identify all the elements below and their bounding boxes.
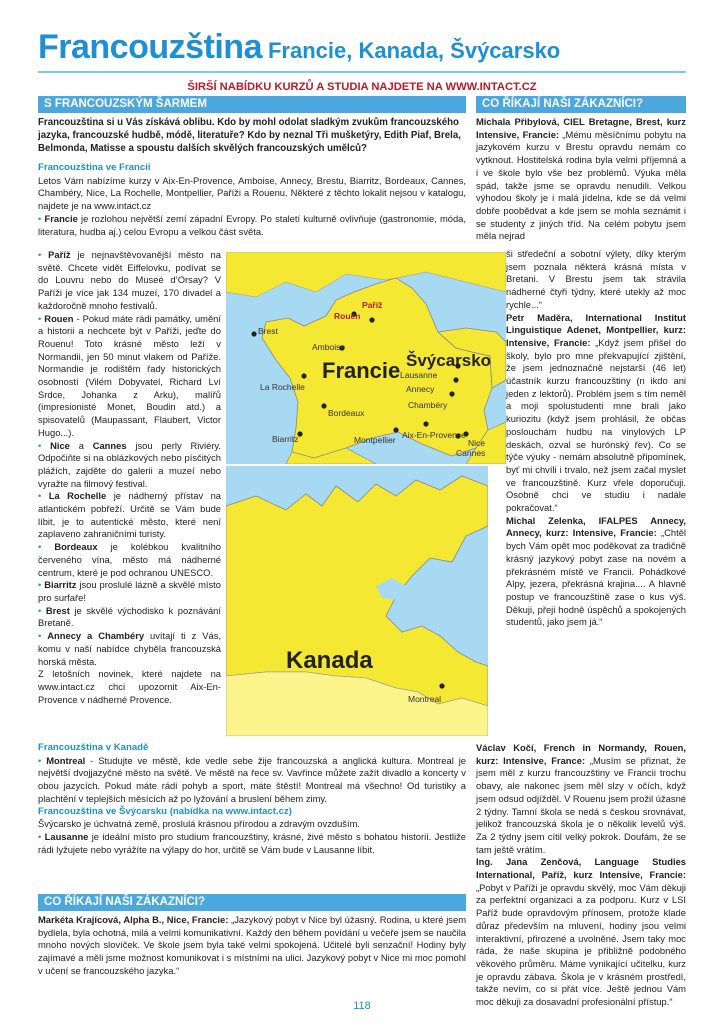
map-label-amboise: Amboise bbox=[312, 342, 346, 352]
bullet-icon: • bbox=[38, 754, 42, 766]
map-label-chambery: Chambéry bbox=[408, 400, 448, 410]
city-text: jsou proslulé lázně a skvělé místo pro surfaře! bbox=[38, 579, 221, 603]
bullet-icon: • bbox=[38, 439, 42, 451]
bullet-icon: • bbox=[38, 630, 42, 642]
canada-heading: Francouzština v Kanadě bbox=[38, 742, 149, 753]
bullet-icon: • bbox=[38, 541, 42, 553]
map-label-bordeaux: Bordeaux bbox=[328, 408, 365, 418]
testimonial-author: Markéta Krajícová, Alpha B., Nice, Francie: bbox=[38, 914, 229, 925]
testimonial-pribylova bbox=[476, 116, 686, 243]
map-label-montreal: Montreal bbox=[408, 694, 442, 704]
map-label-lausanne: Lausanne bbox=[400, 370, 438, 380]
city-name: Brest bbox=[45, 604, 70, 616]
map-label-nice: Nice bbox=[468, 438, 486, 448]
canada-text bbox=[38, 755, 466, 806]
testimonials-right-narrow bbox=[506, 248, 686, 629]
map-label-cannes: Cannes bbox=[456, 448, 486, 458]
map-label-aix: Aix-En-Provence bbox=[402, 430, 466, 440]
title-sub: Francie, Kanada, Švýcarsko bbox=[267, 38, 561, 63]
bullet-icon: • bbox=[38, 312, 42, 324]
map-country-switzerland: Švýcarsko bbox=[406, 351, 492, 370]
testimonial-text: „Pobyt v Paříži je opravdu skvělý, moc Vám děkuji za perfektní organizaci a za podporu. Kurz v LSI Paříž bude opravdovým přínosem, protože klade důraz především na mluvení, hodiny jsou velmi interaktivní, přirozené a uvolněné. Jsem taky moc ráda, že naše skupina je přibližně podobného věkového průměru. Máme vynikající učitelku, kurz je opravdu zábava. Škola je v krásném prostředí, takže nevím, co si přát více. Ještě jednou Vám moc děkuji za dosavadní profesionální přístup.“ bbox=[476, 881, 686, 1008]
dot-montpellier bbox=[393, 427, 398, 432]
testimonial-text: „Chtěl bych Vám opět moc poděkovat za tradičně krásný jazykový pobyt zase na novém a překrásném místě ve Francii. Pohádkové Alpy, jezera, překrásná krajina.... A hlavně postup ve francouzštině zase o kus výš. Děkuji, přeji hodně úspěchů a spokojených studentů, jako jsem já.“ bbox=[506, 527, 686, 628]
switzerland-lead: Lausanne bbox=[44, 830, 89, 842]
canada-switzerland-section bbox=[38, 742, 466, 856]
city-paris bbox=[38, 249, 221, 313]
bullet-icon: • bbox=[38, 212, 42, 224]
france-section bbox=[38, 162, 466, 238]
testimonial-text: „Musím se přiznat, že jsem měl z kurzu francouzštiny ve Francii trochu obavy, ale nakonec jsem měl slzy v očích, když jsem odsud odjížděl. V Rouenu jsem prožil úžasné 2 týdny. Tamní škola se nedá s českou srovnávat, jelikož francouzská škola je o několik levelů výš. Za 2 týdny jsem cítil velký pokrok. Doufám, že se tam ještě vrátím. bbox=[476, 754, 687, 855]
testimonial-continuation: ši středeční a sobotní výlety, díky kterým jsem poznala některá krásná místa v Bretani. V Brestu jsem tak strávila nádherné čtyři týdny, které utekly až moc rychle...“ bbox=[506, 248, 686, 310]
testimonial-author: Ing. Jana Zenčová, Language Studies International, Paříž, kurz Intensive, Francie: bbox=[476, 856, 686, 881]
map-label-biarritz: Biarritz bbox=[272, 434, 299, 444]
map-label-brest: Brest bbox=[258, 326, 278, 336]
france-courses-text: Letos Vám nabízíme kurzy v Aix-En-Provence, Amboise, Annecy, Brestu, Biarritz, Bordeaux, Cannes, Chambéry, Nice, La Rochelle, Montpellier, Paříži a Rouenu. Některé z těchto lokalit nejsou v katalogu, najdete je na www.intact.cz bbox=[38, 174, 466, 212]
city-text: je skvělé východisko k poznávání Bretaně. bbox=[38, 604, 221, 629]
testimonials-right-lower bbox=[476, 742, 686, 1009]
testimonial-author: Michala Přibylová, CIEL Bretagne, Brest, kurz Intensive, Francie: bbox=[476, 116, 686, 140]
bullet-icon: • bbox=[38, 490, 42, 502]
dot-annecy bbox=[453, 377, 458, 382]
dot-montreal bbox=[439, 683, 444, 688]
bullet-icon: • bbox=[38, 830, 42, 842]
dot-paris bbox=[369, 317, 374, 322]
france-heading: Francouzština ve Francii bbox=[38, 162, 151, 173]
city-brest bbox=[38, 605, 221, 630]
page-title bbox=[38, 28, 560, 67]
switzerland-body: je ideální místo pro studium francouzštiny, krásné, živé město s bohatou historií. Jestliže rádi lyžujete nebo vyrážíte na výlapy do hor, určitě se Vám bude v Lausanne líbit. bbox=[38, 830, 466, 855]
section-bar-testimonials: CO ŘÍKAJÍ NAŠI ZÁKAZNÍCI? bbox=[476, 96, 686, 113]
city-join: a bbox=[69, 439, 93, 451]
map-france bbox=[226, 252, 506, 464]
testimonial-text: „Když jsem přišel do školy, bylo pro mne překvapující zjištění, že jsem jednoznačně nejstarší (46 let) účastník kurzu francouzštiny (n ikdo ani jeden z lektorů). Problém jsem s tím neměl a moji spolustudenti mne brali jako kuriozitu (když jsem prohlásil, že občas poslouchám hudbu na vinylových LP deskách, ozval se hurónský řev). Co se týče výuky - nemám absolutně připomínek, byť mi chvíli i trvalo, než jsem začal myslet ve francouzštině. Kurz vřele doporučuji. Osobně chci ve studiu i nadále pokračovat.“ bbox=[506, 336, 686, 514]
canada-lead: Montreal bbox=[46, 754, 86, 766]
promo-banner: ŠIRŠÍ NABÍDKU KURZŮ A STUDIA NAJDETE NA WWW.INTACT.CZ bbox=[187, 81, 537, 93]
novelty-note: Z letošních novinek, které najdete na www.intact.cz chci upozornit Aix-En-Provence v nádherné Provence. bbox=[38, 668, 221, 705]
switzerland-heading: Francouzština ve Švýcarsku (nabídka na www.intact.cz) bbox=[38, 805, 292, 817]
city-la-rochelle bbox=[38, 490, 221, 541]
map-country-france: Francie bbox=[322, 358, 401, 383]
city-text: je nejnavštěvovanější město na světě. Chcete vidět Eiffelovku, podívat se do Louvru nebo do Museé d’Orsay? V Paříži je více jak 134 muzeí, 170 divadel a každoročně mnoho festivalů. bbox=[38, 249, 221, 311]
bullet-icon: • bbox=[38, 579, 42, 591]
city-name: Biarritz bbox=[44, 579, 77, 591]
page-number: 118 bbox=[353, 1000, 371, 1012]
dot-bordeaux bbox=[321, 403, 326, 408]
city-name: Cannes bbox=[92, 439, 127, 451]
testimonial-text: „Jazykový pobyt v Nice byl úžasný. Rodina, u které jsem bydlela, byla ochotná, milá a velmi komunikativní. Každý den během povídání u večeře jsem se naučila mnoho nových slovíček. Ve škole jsem byla také velmi spokojená. Učitelé byli senzační! Hodiny byly zajímavé a měli jsme možnost komunikovat i s místními na ulici. Jazykový pobyt v Nice mi moc pomohl v učení se francouzského jazyka.“ bbox=[38, 914, 467, 976]
city-text: - Pokud máte rádi památky, umění a historii a nechcete být v Paříži, jeďte do Rouenu! Toto krásné město leží v Normandii, jen 50 minut vlakem od Paříže. Normandie je rodištěm řady historických osobností (Vilém Dobyvatel, Richard Lví Srdce, Johanka z Arku), malířů (impresionisté Monet, Boudin atd.) a spisovatelů (Maupassant, Flaubert, Victor Hugo...). bbox=[38, 312, 222, 438]
testimonial-author: Petr Maděra, International Institut Linguistique Adenet, Montpellier, kurz: Intensive, Francie: bbox=[506, 311, 686, 348]
city-name: Bordeaux bbox=[54, 541, 98, 553]
city-name: Rouen bbox=[44, 312, 74, 324]
map-canada bbox=[226, 466, 488, 736]
city-bordeaux bbox=[38, 541, 221, 579]
city-annecy-chambery bbox=[38, 630, 221, 668]
city-descriptions bbox=[38, 249, 221, 706]
bullet-icon: • bbox=[38, 249, 42, 260]
map-label-rouen: Rouen bbox=[334, 311, 361, 321]
city-rouen bbox=[38, 313, 221, 440]
map-label-annecy: Annecy bbox=[406, 384, 435, 394]
city-text: jsou perly Riviéry. Odpočiňte si na oblázkových nebo písčitých plážích, zajděte do galerii a muzeí nebo vyražte na filmový festival. bbox=[38, 439, 222, 489]
city-text: je kolébkou kvalitního červeného vína, město má nádherné centrum, které je pod ochranou UNESCO. bbox=[38, 541, 222, 578]
title-divider bbox=[38, 71, 686, 73]
city-text: uvítají ti z Vás, komu v naší nabídce chyběla francouzská horská města. bbox=[38, 630, 222, 667]
bullet-icon: • bbox=[38, 604, 42, 616]
testimonial-madera bbox=[506, 312, 686, 515]
canada-body: - Studujte ve městě, kde vedle sebe žije francouzská a anglická kultura. Montreal je největší dvojjazyčné město na světě. Ve městě na řece sv. Vavřince můžete zažít divadlo a koncerty v obou jazycích. Pokud máte rádi pohyb a sport, máte štěstí! Montreal má všechno! Od turistiky a plachtění v teplejších měsících až po lyžování a bruslení během zimy. bbox=[38, 754, 466, 804]
city-name: La Rochelle bbox=[48, 490, 107, 502]
dot-la-rochelle bbox=[301, 373, 306, 378]
intro-text: Francouzština si u Vás získává oblibu. Kdo by mohl odolat sladkým zvukům francouzského jazyka, francouzské hudbě, módě, literatuře? Kdo by neznal Tři mušketýry, Edith Piaf, Brela, Belmonda, Matisse a spoustu dalších skvělých francouzských umělců? bbox=[38, 117, 461, 154]
city-name: Annecy a Chambéry bbox=[47, 630, 145, 642]
testimonial-text: „Mému měsíčnímu pobytu na jazykovém kurzu v Brestu opravdu nemám co vytknout. Hostitelská rodina byla velmi příjemná a i ve škole bylo vše bez problémů. Výuka měla spád, takže jsme se opravdu nenudili. Velkou výhodou školy je i malá jídelna, kde se dá velmi dobře poobědvat a kde jsem se mohla seznámit i se studenty z jiných tříd. Na celém pobytu jsem měla nejrad bbox=[476, 128, 686, 242]
section-bar-testimonials-left: CO ŘÍKAJÍ NAŠI ZÁKAZNÍCI? bbox=[38, 894, 466, 911]
map-label-la-rochelle: La Rochelle bbox=[260, 382, 305, 392]
title-main: Francouzština bbox=[38, 28, 262, 66]
testimonial-zelenka bbox=[506, 515, 686, 629]
map-label-montpellier: Montpellier bbox=[354, 435, 396, 445]
dot-brest bbox=[251, 331, 256, 336]
testimonial-zencova bbox=[476, 856, 686, 1008]
testimonial-author: Michal Zelenka, IFALPES Annecy, Annecy, kurz: Intensive, Francie: bbox=[506, 514, 686, 539]
switzerland-intro: Švýcarsko je úchvatná země, proslulá krásnou přírodou a zdravým ovzduším. bbox=[38, 818, 361, 830]
testimonial-koci bbox=[476, 742, 686, 856]
map-country-canada: Kanada bbox=[286, 647, 373, 674]
testimonial-krajicova bbox=[38, 914, 466, 978]
city-name: Nice bbox=[50, 439, 70, 451]
city-nice-cannes bbox=[38, 440, 221, 491]
switzerland-text bbox=[38, 831, 466, 856]
city-biarritz bbox=[38, 579, 221, 604]
testimonial-author: Václav Kočí, French in Normandy, Rouen, kurz: Intensive, France: bbox=[476, 742, 686, 766]
france-intro-paragraph bbox=[38, 213, 466, 238]
city-name: Paříž bbox=[48, 249, 71, 260]
france-lead: Francie bbox=[44, 212, 78, 224]
france-text: je rozlohou největší zemí západní Evropy. Po staletí kulturně ovlivňuje (gastronomie, móda, literatura, hudba aj.) celou Evropu a velkou část světa. bbox=[38, 212, 466, 237]
city-text: je nádherný přístav na atlantickém pobřeží. Určitě se Vám bude líbit, je to autentické město, které není zaplaveno zahraničními turisty. bbox=[38, 490, 222, 540]
dot-chambery bbox=[449, 391, 454, 396]
section-bar-sarm: S FRANCOUZSKÝM ŠARMEM bbox=[38, 96, 466, 113]
map-label-paris: Paříž bbox=[362, 300, 383, 310]
dot-aix bbox=[423, 421, 428, 426]
